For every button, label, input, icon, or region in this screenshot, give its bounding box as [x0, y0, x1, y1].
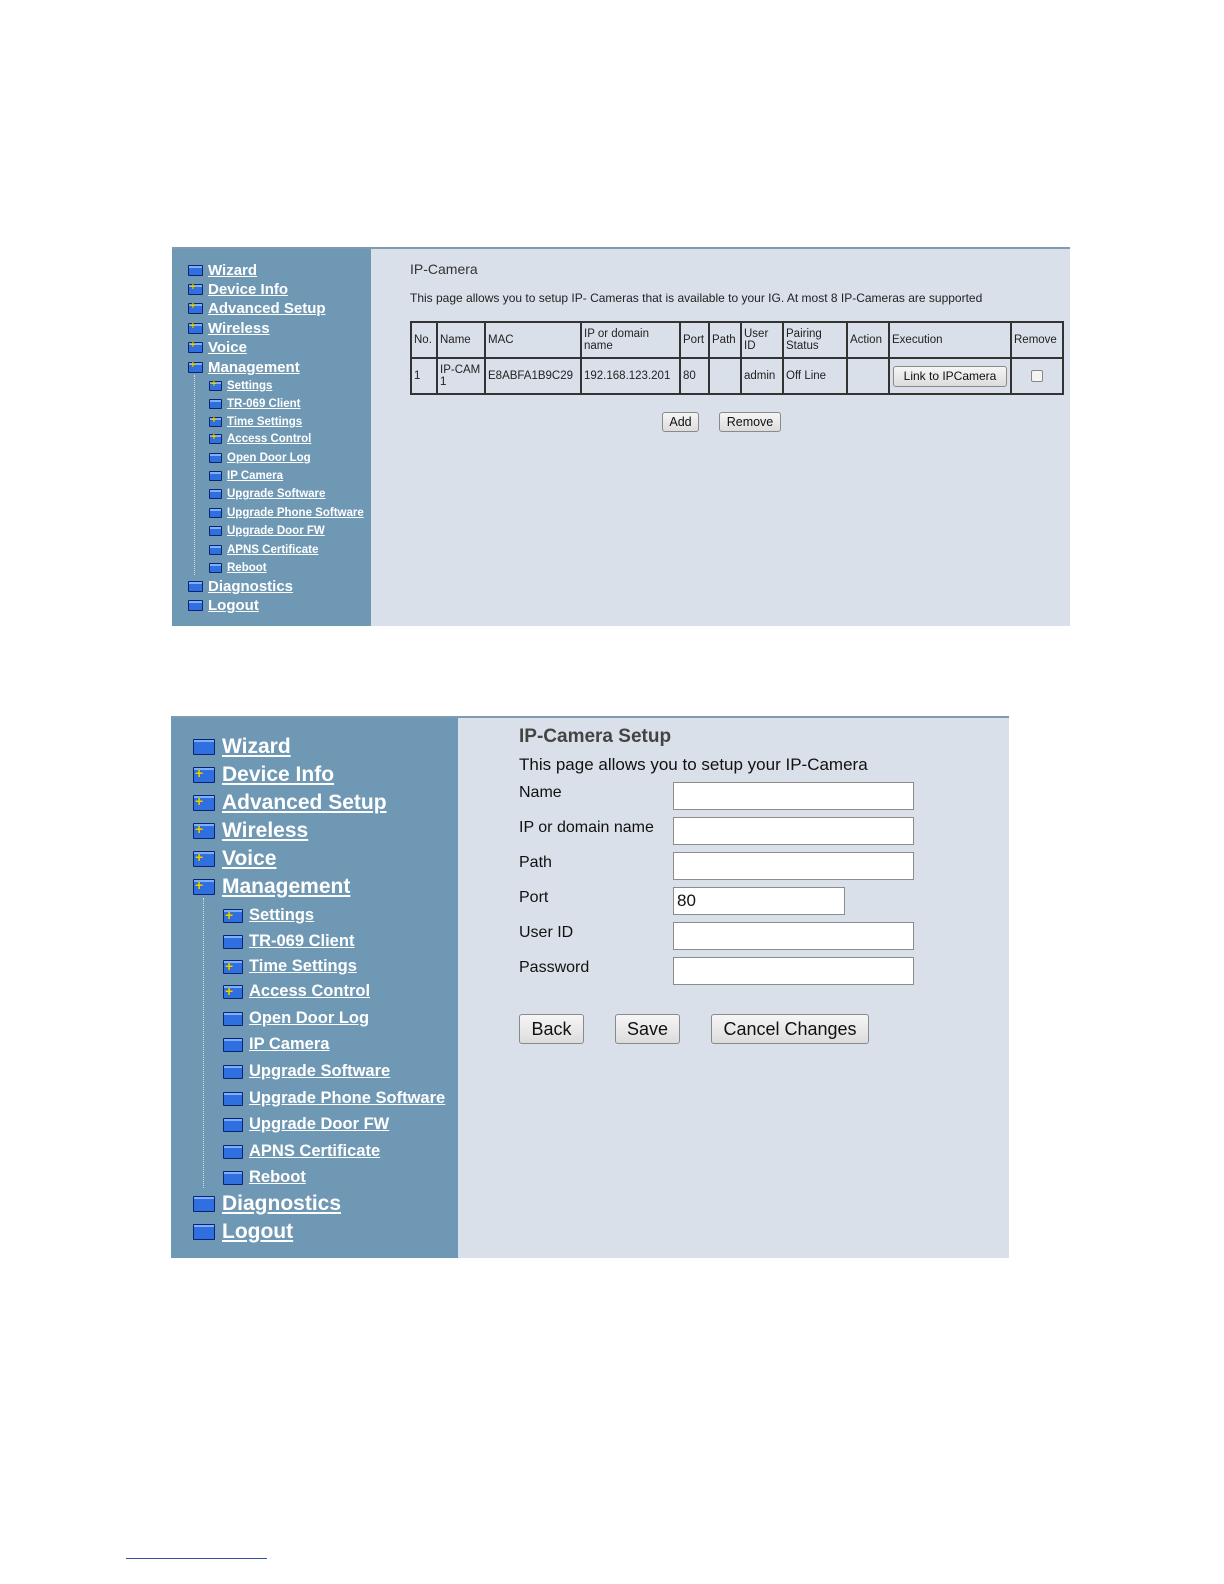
folder-icon [209, 471, 222, 481]
folder-icon [209, 399, 222, 409]
nav-settings-label[interactable]: Settings [227, 380, 273, 392]
folder-icon [209, 526, 222, 536]
nav-advanced-setup-label[interactable]: Advanced Setup [222, 791, 387, 814]
folder-icon [209, 545, 222, 555]
nav-reboot[interactable] [209, 562, 267, 574]
ip-camera-table [410, 321, 1064, 395]
header-action: Action [847, 322, 889, 358]
page-title: IP-Camera [410, 261, 478, 277]
ip-input[interactable] [673, 817, 914, 845]
nav-wireless-label[interactable]: Wireless [208, 320, 270, 337]
nav-reboot-label[interactable]: Reboot [227, 562, 267, 574]
cell-execution [889, 358, 1011, 394]
header-port: Port [680, 322, 709, 358]
nav-upgrade-phone-software[interactable] [209, 507, 364, 519]
header-pairing-status: Pairing Status [783, 322, 847, 358]
header-name: Name [437, 322, 485, 358]
path-label: Path [519, 854, 552, 871]
folder-icon [223, 1038, 243, 1052]
nav-wireless[interactable] [193, 819, 308, 843]
name-input[interactable] [673, 782, 914, 810]
save-button[interactable]: Save [615, 1014, 680, 1044]
cell-pairing-status: Off Line [783, 358, 847, 394]
cell-action [847, 358, 889, 394]
nav-wizard-label[interactable]: Wizard [222, 735, 291, 758]
nav-ip-camera-label[interactable]: IP Camera [227, 470, 284, 482]
nav-upgrade-door-fw[interactable] [209, 525, 325, 537]
nav-upgrade-door-fw[interactable] [223, 1115, 389, 1134]
nav-device-info[interactable] [188, 281, 288, 298]
header-remove: Remove [1011, 322, 1063, 358]
nav-access-control[interactable] [209, 433, 311, 445]
tree-line [203, 898, 204, 1188]
nav-upgrade-software-label[interactable]: Upgrade Software [227, 488, 326, 500]
main-content [371, 249, 1070, 626]
cell-mac: E8ABFA1B9C29 [485, 358, 581, 394]
nav-device-info-label[interactable]: Device Info [208, 281, 289, 298]
nav-diagnostics[interactable] [193, 1192, 341, 1216]
sidebar [172, 249, 371, 626]
nav-upgrade-phone-software-label[interactable]: Upgrade Phone Software [227, 507, 364, 519]
ip-label: IP or domain name [519, 819, 654, 836]
main-content [458, 718, 1009, 1258]
ip-camera-list-screenshot [172, 247, 1070, 626]
remove-checkbox[interactable] [1031, 370, 1043, 382]
folder-icon [188, 600, 203, 611]
nav-open-door-log-label[interactable]: Open Door Log [227, 452, 311, 464]
folder-plus-icon: + [188, 342, 203, 353]
nav-apns-certificate-label[interactable]: APNS Certificate [249, 1142, 381, 1160]
header-mac: MAC [485, 322, 581, 358]
path-input[interactable] [673, 852, 914, 880]
folder-icon [223, 1092, 243, 1106]
header-user-id: User ID [741, 322, 783, 358]
folder-icon [193, 1224, 215, 1240]
cell-path [709, 358, 741, 394]
nav-access-control[interactable] [223, 982, 370, 1001]
nav-advanced-setup[interactable] [193, 791, 387, 815]
port-label: Port [519, 889, 549, 906]
folder-plus-icon: + [209, 434, 222, 444]
nav-voice-label[interactable]: Voice [208, 339, 247, 356]
nav-advanced-setup-label[interactable]: Advanced Setup [208, 300, 326, 317]
nav-settings[interactable] [209, 380, 272, 392]
nav-diagnostics-label[interactable]: Diagnostics [222, 1192, 342, 1215]
folder-icon [209, 508, 222, 518]
nav-management-label[interactable]: Management [222, 875, 351, 898]
nav-wizard-label[interactable]: Wizard [208, 262, 258, 279]
cell-port: 80 [680, 358, 709, 394]
page-title: IP-Camera Setup [519, 726, 672, 747]
nav-access-control-label[interactable]: Access Control [227, 433, 312, 445]
folder-plus-icon: + [223, 909, 243, 923]
folder-plus-icon: + [223, 960, 243, 974]
nav-upgrade-phone-software[interactable] [223, 1089, 445, 1108]
nav-advanced-setup[interactable] [188, 300, 326, 317]
nav-ip-camera[interactable] [209, 470, 283, 482]
nav-apns-certificate-label[interactable]: APNS Certificate [227, 544, 319, 556]
nav-logout-label[interactable]: Logout [208, 597, 259, 614]
nav-apns-certificate[interactable] [209, 544, 318, 556]
sidebar [171, 718, 458, 1258]
nav-upgrade-software[interactable] [209, 488, 325, 500]
nav-apns-certificate[interactable] [223, 1142, 380, 1161]
link-to-ipcamera-button[interactable]: Link to IPCamera [893, 366, 1007, 387]
folder-plus-icon: + [193, 823, 215, 839]
folder-plus-icon: + [188, 284, 203, 295]
folder-icon [223, 1118, 243, 1132]
folder-icon [223, 1171, 243, 1185]
nav-logout[interactable] [188, 597, 259, 614]
folder-icon [209, 563, 222, 573]
nav-open-door-log[interactable] [223, 1009, 369, 1028]
nav-time-settings-label[interactable]: Time Settings [227, 416, 303, 428]
user-id-label: User ID [519, 924, 574, 941]
nav-time-settings-label[interactable]: Time Settings [249, 957, 357, 975]
nav-access-control-label[interactable]: Access Control [249, 982, 371, 1000]
nav-wireless[interactable] [188, 320, 270, 337]
cell-name: IP-CAM 1 [437, 358, 485, 394]
nav-tr069-client-label[interactable]: TR-069 Client [249, 932, 355, 950]
header-no: No. [411, 322, 437, 358]
nav-upgrade-software[interactable] [223, 1062, 390, 1081]
add-button[interactable]: Add [662, 412, 699, 432]
nav-diagnostics-label[interactable]: Diagnostics [208, 578, 294, 595]
nav-tr069-client[interactable] [223, 932, 354, 951]
nav-diagnostics[interactable] [188, 578, 293, 595]
page-description: This page allows you to setup your IP-Camera [519, 755, 868, 774]
folder-icon [188, 581, 203, 592]
folder-plus-icon: + [193, 879, 215, 895]
user-id-input[interactable] [673, 922, 914, 950]
nav-voice[interactable] [193, 847, 276, 871]
nav-voice[interactable] [188, 339, 247, 356]
nav-open-door-log[interactable] [209, 452, 311, 464]
nav-reboot[interactable] [223, 1168, 306, 1187]
folder-plus-icon: + [193, 851, 215, 867]
folder-plus-icon: + [209, 417, 222, 427]
nav-tr069-client[interactable] [209, 398, 301, 410]
folder-icon [223, 1012, 243, 1026]
remove-button[interactable]: Remove [719, 412, 781, 432]
header-path: Path [709, 322, 741, 358]
table-header-row [411, 322, 1063, 358]
folder-plus-icon: + [223, 985, 243, 999]
nav-time-settings[interactable] [223, 957, 357, 976]
nav-device-info[interactable] [193, 763, 334, 787]
nav-upgrade-phone-software-label[interactable]: Upgrade Phone Software [249, 1089, 446, 1107]
password-label: Password [519, 959, 590, 976]
folder-icon [223, 1065, 243, 1079]
folder-plus-icon: + [188, 303, 203, 314]
nav-reboot-label[interactable]: Reboot [249, 1168, 306, 1186]
folder-plus-icon: + [188, 362, 203, 373]
folder-plus-icon: + [193, 767, 215, 783]
folder-icon [223, 935, 243, 949]
nav-upgrade-software-label[interactable]: Upgrade Software [249, 1062, 391, 1080]
nav-upgrade-door-fw-label[interactable]: Upgrade Door FW [227, 525, 325, 537]
nav-ip-camera-label[interactable]: IP Camera [249, 1035, 330, 1053]
back-button[interactable]: Back [519, 1014, 584, 1044]
port-input[interactable] [673, 887, 845, 915]
name-label: Name [519, 784, 562, 801]
nav-wizard[interactable] [193, 735, 291, 759]
folder-plus-icon: + [209, 381, 222, 391]
nav-wizard[interactable] [188, 262, 257, 279]
nav-logout-label[interactable]: Logout [222, 1220, 294, 1243]
nav-upgrade-door-fw-label[interactable]: Upgrade Door FW [249, 1115, 390, 1133]
nav-management-label[interactable]: Management [208, 359, 300, 376]
nav-time-settings[interactable] [209, 416, 302, 428]
nav-tr069-client-label[interactable]: TR-069 Client [227, 398, 301, 410]
nav-management[interactable] [193, 875, 350, 899]
folder-icon [188, 265, 203, 276]
nav-voice-label[interactable]: Voice [222, 847, 277, 870]
folder-icon [193, 1196, 215, 1212]
nav-open-door-log-label[interactable]: Open Door Log [249, 1009, 370, 1027]
ip-camera-setup-screenshot [171, 716, 1009, 1258]
password-input[interactable] [673, 957, 914, 985]
page-description: This page allows you to setup IP- Cameras that is available to your IG. At most 8 IP-Cameras are supported [410, 291, 983, 305]
cell-remove [1011, 358, 1063, 394]
footnote-separator [126, 1558, 267, 1559]
folder-icon [223, 1145, 243, 1159]
folder-icon [209, 453, 222, 463]
header-execution: Execution [889, 322, 1011, 358]
nav-device-info-label[interactable]: Device Info [222, 763, 335, 786]
header-ip: IP or domain name [581, 322, 680, 358]
cell-ip: 192.168.123.201 [581, 358, 680, 394]
folder-plus-icon: + [193, 795, 215, 811]
nav-ip-camera[interactable] [223, 1035, 329, 1054]
nav-logout[interactable] [193, 1220, 293, 1244]
folder-icon [193, 739, 215, 755]
cell-no: 1 [411, 358, 437, 394]
nav-wireless-label[interactable]: Wireless [222, 819, 309, 842]
cell-user-id: admin [741, 358, 783, 394]
folder-plus-icon: + [188, 323, 203, 334]
nav-settings-label[interactable]: Settings [249, 906, 315, 924]
nav-settings[interactable] [223, 906, 314, 925]
cancel-changes-button[interactable]: Cancel Changes [711, 1014, 869, 1044]
folder-icon [209, 489, 222, 499]
table-row [411, 358, 1063, 394]
tree-line [194, 375, 195, 575]
nav-management[interactable] [188, 359, 300, 376]
